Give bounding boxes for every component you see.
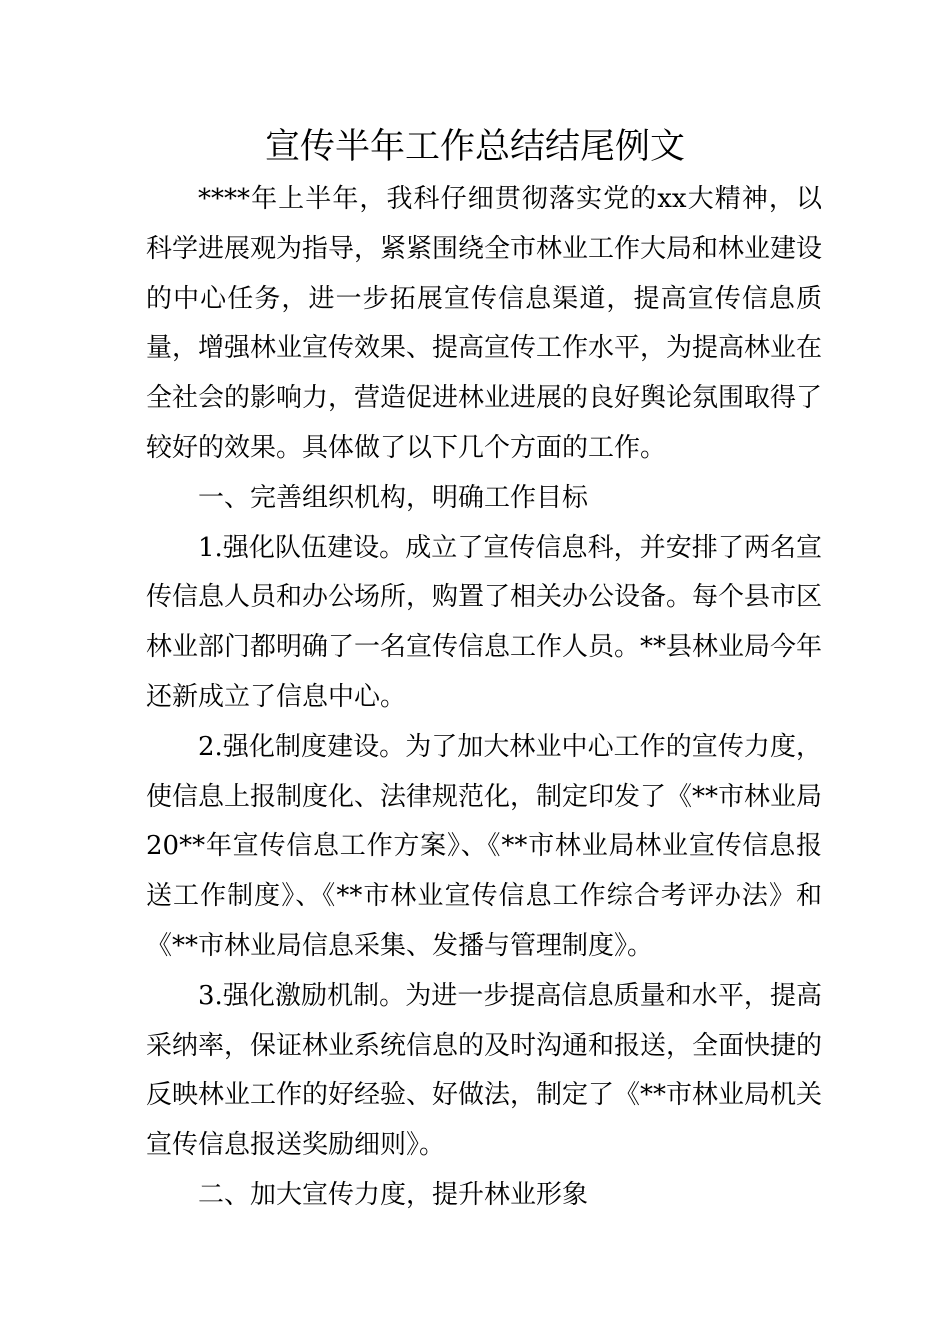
section-heading-1: 一、完善组织机构，明确工作目标 [198,482,589,513]
paragraph-team-building: 1.强化队伍建设。成立了宣传信息科，并安排了两名宣传信息人员和办公场所，购置了相关办公设备。每个县市区林业部门都明确了一名宣传信息工作人员。**县林业局今年还新成立了信息中心。 [146,532,823,712]
paragraph-system-building: 2.强化制度建设。为了加大林业中心工作的宣传力度，使信息上报制度化、法律规范化，制定印发了《**市林业局20**年宣传信息工作方案》、《**市林业局林业宣传信息报送工作制度》、《**市林业宣传信息工作综合考评办法》和《**市林业局信息采集、发播与管理制度》。 [146,731,823,961]
document-title: 宣传半年工作总结结尾例文 [264,127,685,167]
intro-paragraph: ****年上半年，我科仔细贯彻落实党的xx大精神，以科学进展观为指导，紧紧围绕全市林业工作大局和林业建设的中心任务，进一步拓展宣传信息渠道，提高宣传信息质量，增强林业宣传效果、提高宣传工作水平，为提高林业在全社会的影响力，营造促进林业进展的良好舆论氛围取得了较好的效果。具体做了以下几个方面的工作。 [146,184,823,463]
paragraph-incentive-mechanism: 3.强化激励机制。为进一步提高信息质量和水平，提高采纳率，保证林业系统信息的及时沟通和报送，全面快捷的反映林业工作的好经验、好做法，制定了《**市林业局机关宣传信息报送奖励细则》。 [146,980,823,1161]
document-body [146,175,822,1221]
section-heading-2: 二、加大宣传力度，提升林业形象 [198,1179,589,1210]
